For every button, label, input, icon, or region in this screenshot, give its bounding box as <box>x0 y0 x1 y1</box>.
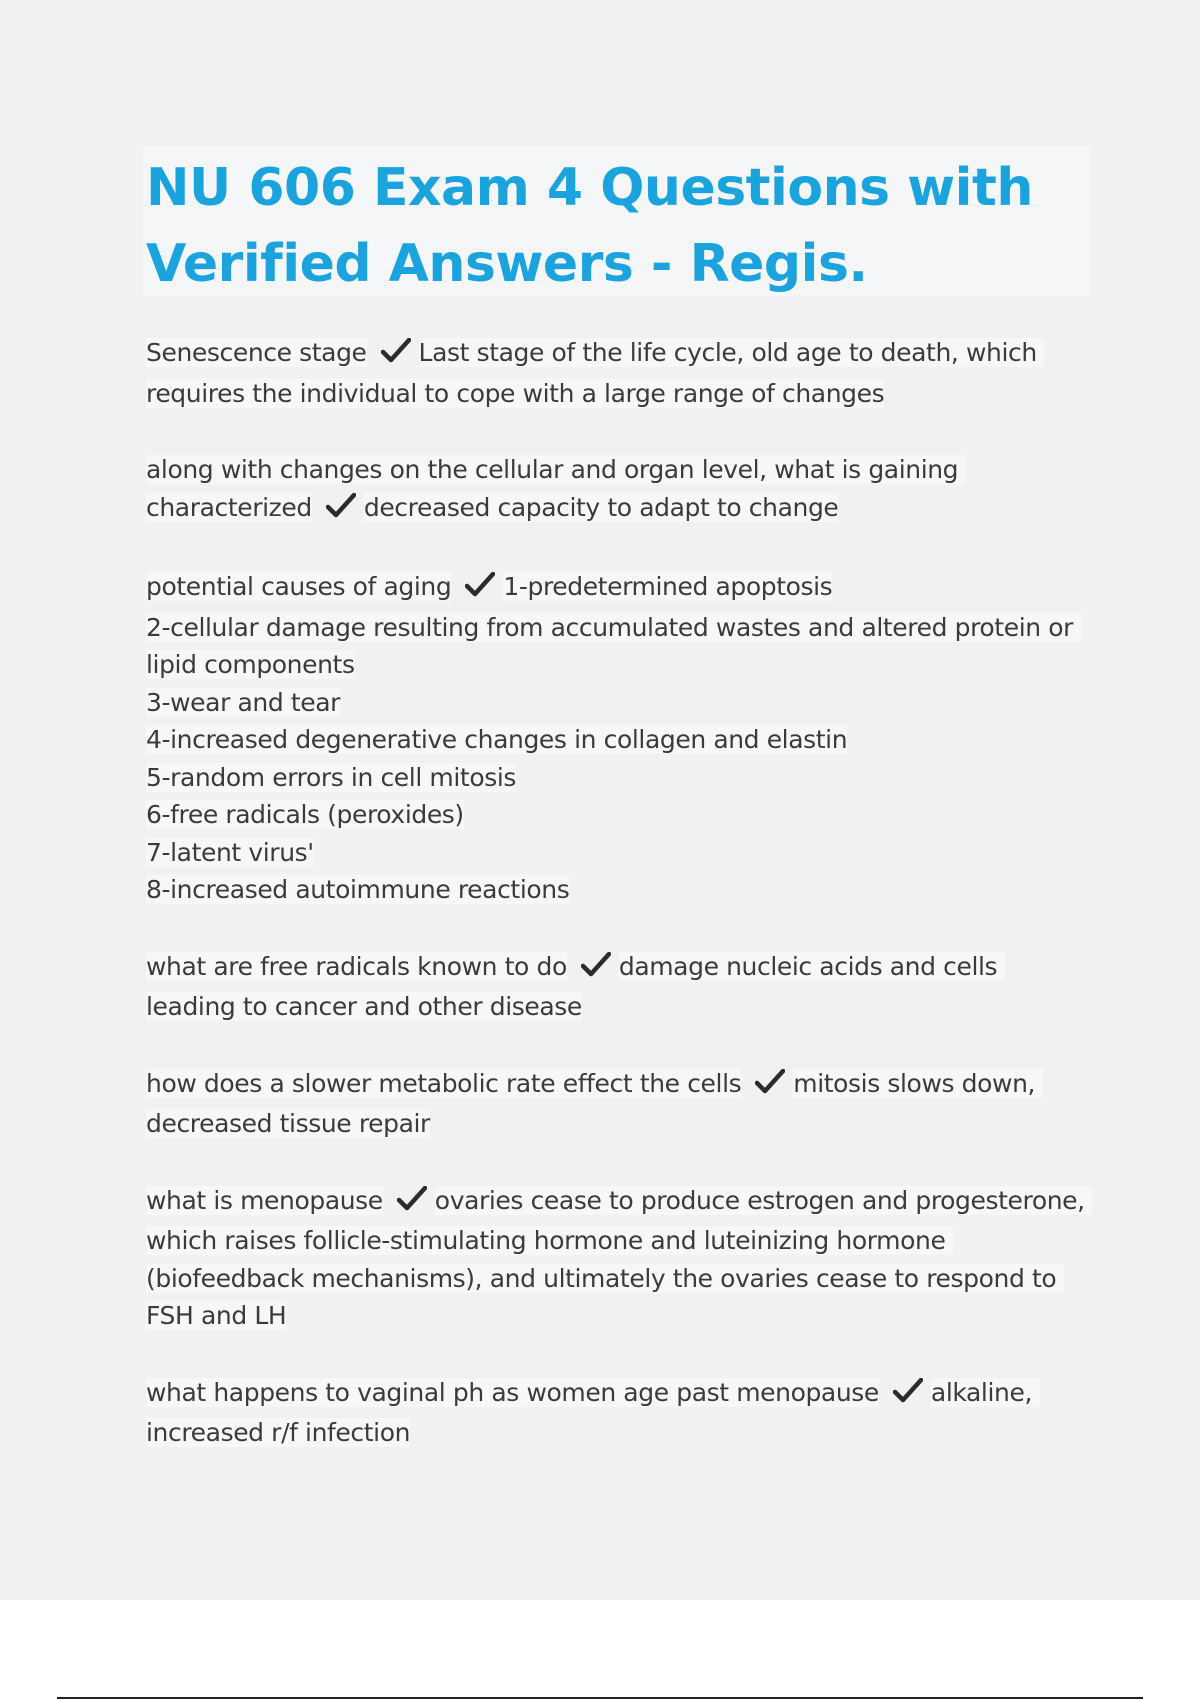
qa-item <box>146 1182 1093 1335</box>
qa-question: what happens to vaginal ph as women age past menopause <box>146 1377 879 1407</box>
qa-answer: Last stage of the life cycle, old age to death, which requires the individual to cope with a large range of changes <box>146 338 1045 408</box>
check-icon <box>893 1377 923 1415</box>
qa-item <box>146 948 1086 1026</box>
check-icon <box>465 571 495 609</box>
qa-item <box>146 451 1086 529</box>
qa-question: Senescence stage <box>146 338 367 367</box>
qa-list <box>146 334 1093 1491</box>
qa-question: what are free radicals known to do <box>146 951 567 981</box>
check-icon <box>381 337 411 375</box>
qa-answer: alkaline, increased r/f infection <box>146 1377 1040 1447</box>
qa-item <box>146 1065 1086 1143</box>
qa-question: what is menopause <box>146 1185 383 1215</box>
qa-answer: 1-predetermined apoptosis 2-cellular damage resulting from accumulated wastes and altered protein or lipid components 3-wear and tear 4-increased degenerative changes in collagen and elastin 5-random errors in cell mitosis 6-free radicals (peroxides) 7-latent virus' 8-increased autoimmune reactions <box>146 572 1081 904</box>
check-icon <box>755 1068 785 1106</box>
qa-item <box>146 1374 1086 1452</box>
qa-answer: decreased capacity to adapt to change <box>363 492 839 522</box>
qa-answer: ovaries cease to produce estrogen and progesterone, which raises follicle-stimulating hormone and luteinizing hormone (biofeedback mechanisms), and ultimately the ovaries cease to respond to FSH and LH <box>146 1185 1093 1330</box>
qa-item <box>146 568 1086 909</box>
qa-answer: mitosis slows down, decreased tissue repair <box>146 1068 1043 1138</box>
qa-question: along with changes on the cellular and organ level, what is gaining characterized <box>146 455 966 522</box>
qa-question: potential causes of aging <box>146 572 452 601</box>
check-icon <box>397 1185 427 1223</box>
document-title: NU 606 Exam 4 Questions with Verified Answers - Regis. <box>146 158 1033 294</box>
check-icon <box>581 951 611 989</box>
qa-answer: damage nucleic acids and cells leading to cancer and other disease <box>146 951 1005 1021</box>
check-icon <box>326 492 356 530</box>
qa-question: how does a slower metabolic rate effect the cells <box>146 1068 742 1098</box>
footer-rule <box>57 1697 1143 1699</box>
qa-item <box>146 334 1086 412</box>
